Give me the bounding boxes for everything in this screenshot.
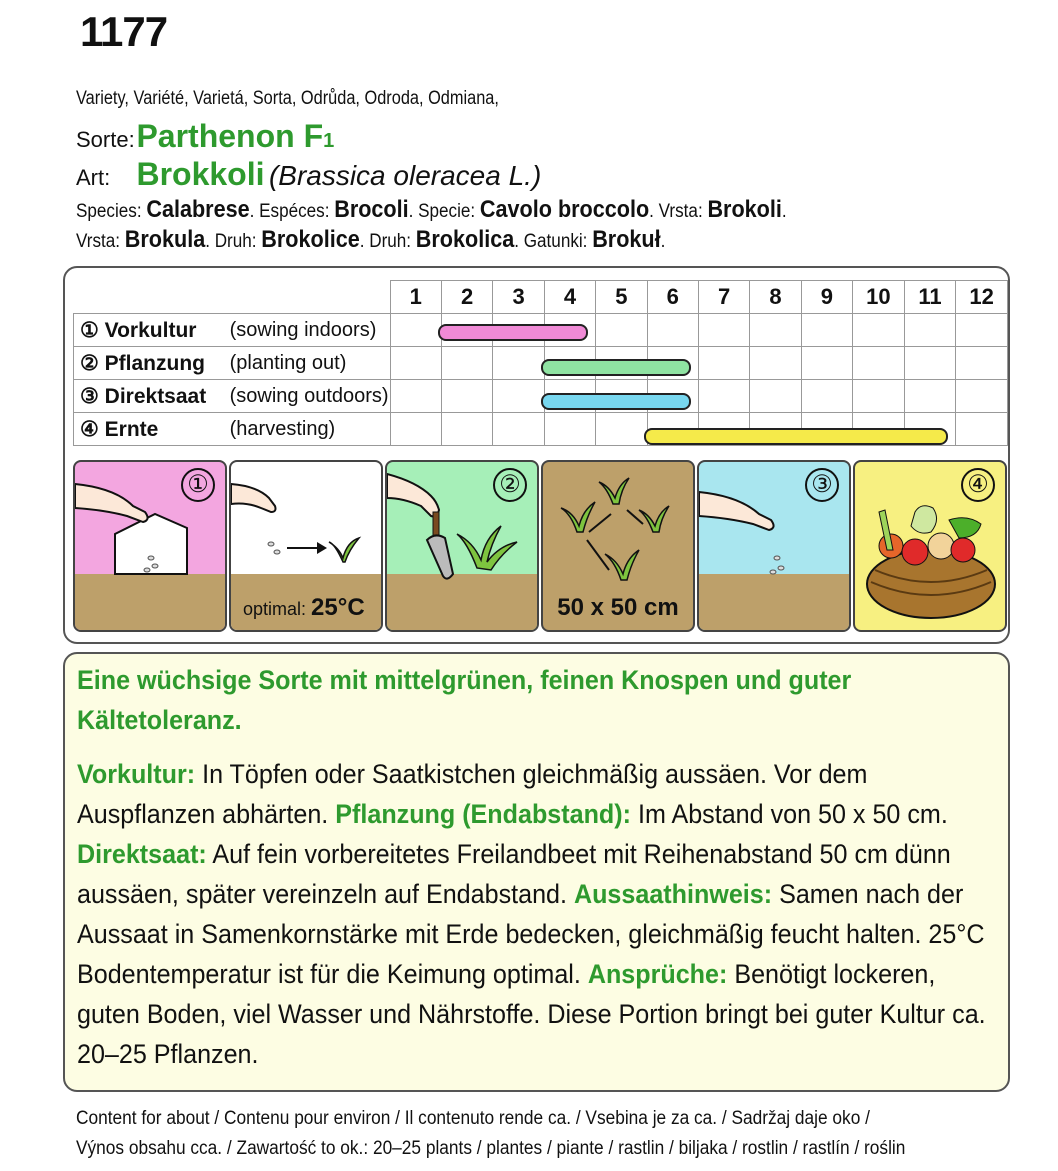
footer-line-2: Výnos obsahu cca. / Zawartość to ok.: 20–25 plants / plantes / piante / rastlin / biljaka / rostlin / rastlín / roślin bbox=[76, 1138, 906, 1159]
calendar-row-direktsaat bbox=[74, 380, 1008, 413]
species-translations-2: Vrsta: Brokula. Druh: Brokolice. Druh: Brokolica. Gatunki: Brokuł. bbox=[76, 226, 666, 253]
month-header: 5 bbox=[596, 281, 647, 314]
calendar-bar bbox=[438, 324, 588, 341]
row-desc: (sowing outdoors) bbox=[230, 380, 390, 413]
content-footer bbox=[76, 1104, 905, 1164]
sorte-label: Sorte: bbox=[76, 127, 135, 152]
calendar-header-row bbox=[74, 281, 1008, 314]
month-header: 1 bbox=[390, 281, 441, 314]
month-header: 9 bbox=[801, 281, 852, 314]
step-number-4: ④ bbox=[961, 468, 995, 502]
panel-direct-sowing bbox=[697, 460, 851, 632]
variety-intro: Eine wüchsige Sorte mit mittelgrünen, feinen Knospen und guter Kältetoleranz. bbox=[77, 665, 852, 735]
calendar-table bbox=[73, 280, 1008, 446]
panel-spacing bbox=[541, 460, 695, 632]
spacing-caption: 50 x 50 cm bbox=[557, 594, 679, 621]
art-label: Art: bbox=[76, 165, 111, 190]
month-header: 2 bbox=[441, 281, 492, 314]
panel-harvesting bbox=[853, 460, 1007, 632]
row-desc: (harvesting) bbox=[230, 413, 390, 446]
step-number-1: ① bbox=[181, 468, 215, 502]
panel-sowing-indoors bbox=[73, 460, 227, 632]
row-label: ③ Direktsaat bbox=[74, 380, 230, 413]
variety-languages: Variety, Variété, Varietá, Sorta, Odrůda, Odroda, Odmiana, bbox=[76, 88, 499, 109]
variety-name-line bbox=[76, 118, 334, 155]
month-header: 7 bbox=[698, 281, 749, 314]
variety-subscript: 1 bbox=[323, 130, 335, 152]
product-code: 1177 bbox=[80, 8, 168, 55]
step-number-3: ③ bbox=[805, 468, 839, 502]
calendar-row-pflanzung bbox=[74, 347, 1008, 380]
description-box bbox=[63, 652, 1010, 1092]
row-label: ④ Ernte bbox=[74, 413, 230, 446]
instructions-text: Vorkultur: In Töpfen oder Saatkistchen gleichmäßig aussäen. Vor dem Auspflanzen abhärten. Pflanzung (Endabstand): Im Abstand von 50 x 50 cm. Direktsaat: Auf fein vorbereitetes Freilandbeet mit Reihenabstand 50 cm dünn aussäen, später vereinzeln auf Endabstand. Aussaathinweis: Samen nach der Aussaat in Samenkornstärke mit Erde bedecken, gleichmäßig feucht halten. 25°C Bodentemperatur ist für die Keimung optimal. Ansprüche: Benötigt lockeren, guten Boden, viel Wasser und Nährstoffe. Diese Portion bringt bei guter Kultur ca. 20–25 Pflanzen. bbox=[77, 759, 986, 1069]
species-name-line bbox=[76, 156, 541, 193]
calendar-bar bbox=[541, 359, 691, 376]
calendar-bar bbox=[541, 393, 691, 410]
month-header: 6 bbox=[647, 281, 698, 314]
description-content bbox=[77, 660, 988, 1074]
row-label: ② Pflanzung bbox=[74, 347, 230, 380]
sowing-calendar bbox=[63, 266, 1010, 644]
step-number-2: ② bbox=[493, 468, 527, 502]
month-header: 11 bbox=[904, 281, 956, 314]
row-desc: (sowing indoors) bbox=[230, 314, 390, 347]
month-header: 8 bbox=[750, 281, 801, 314]
variety-name: Parthenon F bbox=[136, 118, 324, 154]
species-translations-1: Species: Calabrese. Espéces: Brocoli. Specie: Cavolo broccolo. Vrsta: Brokoli. bbox=[76, 196, 787, 223]
species-name: Brokkoli bbox=[136, 156, 265, 192]
footer-line-1: Content for about / Contenu pour environ / Il contenuto rende ca. / Vsebina je za ca. / Sadržaj daje oko / bbox=[76, 1108, 870, 1129]
month-header: 12 bbox=[956, 281, 1008, 314]
calendar-corner bbox=[74, 281, 391, 314]
row-label: ① Vorkultur bbox=[74, 314, 230, 347]
latin-name: (Brassica oleracea L.) bbox=[268, 160, 542, 191]
month-header: 4 bbox=[544, 281, 595, 314]
temperature-caption: optimal: 25°C bbox=[243, 594, 365, 621]
month-header: 3 bbox=[493, 281, 544, 314]
month-header: 10 bbox=[853, 281, 905, 314]
calendar-bar bbox=[644, 428, 949, 445]
panel-germination bbox=[229, 460, 383, 632]
panel-planting-out bbox=[385, 460, 539, 632]
row-desc: (planting out) bbox=[230, 347, 390, 380]
